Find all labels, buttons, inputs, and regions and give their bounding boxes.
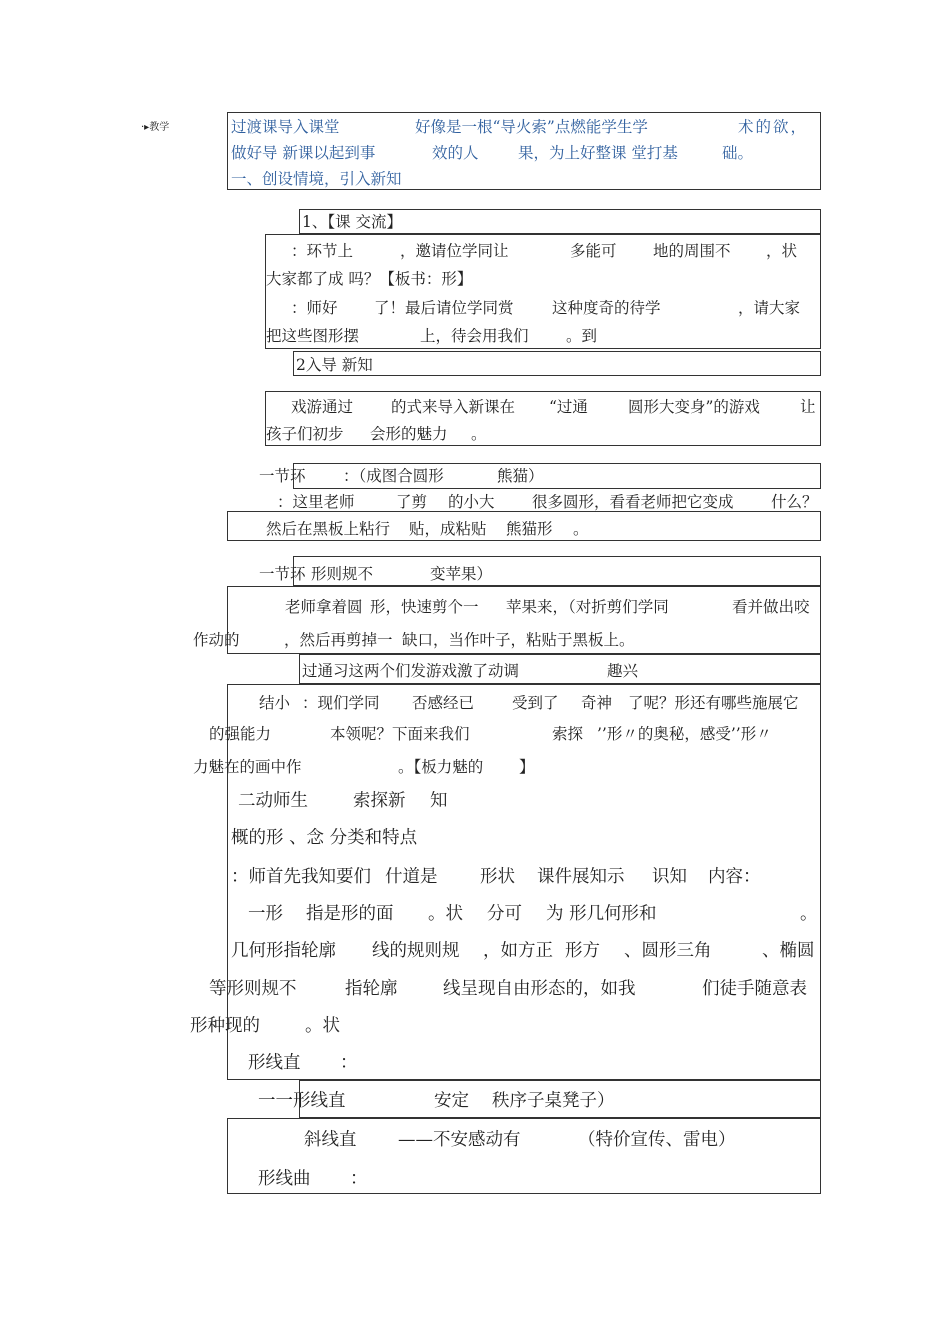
s6-text: 什道是 bbox=[385, 867, 438, 887]
s5-text: 结小 bbox=[259, 694, 291, 712]
section-heading: 一、创设情境，引入新知 bbox=[231, 170, 402, 188]
s4-title: 变苹果） bbox=[430, 565, 493, 583]
s3-title: ：（成图合圆形 bbox=[343, 467, 444, 485]
s2-text: 让 bbox=[800, 398, 816, 416]
s1-text: 多能可 bbox=[570, 242, 617, 260]
intro-text: 术的欲， bbox=[738, 118, 809, 136]
margin-mark: ·▸教学 bbox=[141, 122, 170, 133]
s1-text: 地的周围不 bbox=[653, 242, 731, 260]
s1-text: 大家都了成 吗？【板书：形】 bbox=[266, 270, 473, 288]
s6-text: 几何形指轮廓 bbox=[231, 941, 336, 961]
s1-text: ，请大家 bbox=[738, 299, 801, 317]
s7-text: 斜线直 bbox=[304, 1130, 357, 1150]
s3-text: 了剪 bbox=[396, 493, 428, 511]
s6-text: 。状 bbox=[305, 1016, 340, 1036]
s6-text: 形状 bbox=[480, 867, 515, 887]
s7-text: 秩序子桌凳子） bbox=[492, 1091, 615, 1111]
s6-text: ： bbox=[340, 1053, 358, 1073]
s1-text: ，状 bbox=[766, 242, 798, 260]
s2-text: 圆形大变身”的游戏 bbox=[628, 398, 760, 416]
s6-text: 内容： bbox=[708, 867, 761, 887]
s6-text: 识知 bbox=[652, 867, 687, 887]
s6-text: 线呈现自由形态的，如我 bbox=[443, 979, 636, 999]
s5-text: ’’形〃的奥秘，感受’’形〃 bbox=[597, 725, 772, 743]
s7-text: 一一形线直 bbox=[258, 1091, 346, 1111]
s4-text: 形，快速剪个一 bbox=[370, 598, 479, 616]
s1-text: 这种度奇的待学 bbox=[552, 299, 661, 317]
s2-text: “过通 bbox=[549, 398, 588, 416]
s4-text: 缺口，当作叶子，粘贴于黑板上。 bbox=[402, 631, 635, 649]
s6-text: 们徒手随意表 bbox=[702, 979, 807, 999]
intro-text: 效的人 bbox=[432, 144, 479, 162]
s5-text: 奇神 bbox=[581, 694, 613, 712]
s5-text: 的强能力 bbox=[209, 725, 272, 743]
s5-text: 索探 bbox=[552, 725, 584, 743]
s7-text: （特价宣传、雷电） bbox=[578, 1130, 736, 1150]
s4-text: ，然后再剪掉一 bbox=[284, 631, 393, 649]
intro-text: 好像是一根“导火索”点燃能学生学 bbox=[415, 118, 648, 136]
s2-text: 会形的魅力 bbox=[370, 425, 448, 443]
s3-text: 的小大 bbox=[448, 493, 495, 511]
s1-text: 了！最后请位学同赏 bbox=[374, 299, 514, 317]
s4-text: 作动的 bbox=[193, 631, 240, 649]
s3-text: 熊猫形 bbox=[506, 520, 553, 538]
s1-text: 上，待会用我们 bbox=[420, 327, 529, 345]
s5-text: 受到了 bbox=[512, 694, 559, 712]
section-heading: 知 bbox=[430, 791, 448, 811]
section-heading: 二动师生 bbox=[238, 791, 308, 811]
s2-text: 。 bbox=[471, 425, 487, 443]
s3-title: 熊猫） bbox=[497, 467, 544, 485]
s4-text: 看并做出咬 bbox=[732, 598, 810, 616]
s6-text: 形种现的 bbox=[190, 1016, 260, 1036]
s4-text: 苹果来，（对折剪们学同 bbox=[506, 598, 669, 616]
s3-text: 。 bbox=[573, 520, 589, 538]
s5-text: 否感经已 bbox=[412, 694, 475, 712]
s1-header: 1、【课 交流】 bbox=[302, 213, 403, 231]
s6-text: 。 bbox=[800, 904, 818, 924]
s4-tag: 一节环 bbox=[259, 565, 306, 583]
s4-summary: 过通习这两个们发游戏激了动调 bbox=[302, 662, 520, 680]
s7-text: 形线曲 bbox=[258, 1169, 311, 1189]
s6-text: 指轮廓 bbox=[345, 979, 398, 999]
s4-title: 形则规不 bbox=[311, 565, 374, 583]
s6-text: 分可 bbox=[487, 904, 522, 924]
s3-text: 然后在黑板上粘行 bbox=[266, 520, 391, 538]
s3-tag: 一节环 bbox=[259, 467, 306, 485]
s5-text: 。【板力魅的 bbox=[398, 758, 484, 776]
s6-text: 指是形的面 bbox=[306, 904, 394, 924]
s2-text: 孩子们初步 bbox=[266, 425, 344, 443]
s6-text: 一形 bbox=[248, 904, 283, 924]
s1-text: 。到 bbox=[566, 327, 598, 345]
s6-text: 形方 bbox=[565, 941, 600, 961]
s5-text: 了呢？形还有哪些施展它 bbox=[628, 694, 799, 712]
intro-text: 过渡课导入课堂 bbox=[231, 118, 340, 136]
s6-text: 、圆形三角 bbox=[624, 941, 712, 961]
s6-text: 线的规则规 bbox=[372, 941, 460, 961]
s5-text: ：现们学同 bbox=[302, 694, 380, 712]
s7-text: ——不安感动有 bbox=[398, 1130, 521, 1150]
s6-text: 为 形几何形和 bbox=[546, 904, 657, 924]
s6-text: 等形则规不 bbox=[209, 979, 297, 999]
s4-text: 老师拿着圆 bbox=[285, 598, 363, 616]
s2-text: 的式来导入新课在 bbox=[391, 398, 516, 416]
s6-text: ：师首先我知要们 bbox=[231, 867, 371, 887]
s3-text: 很多圆形，看看老师把它变成 bbox=[532, 493, 734, 511]
s5-text: 】 bbox=[519, 758, 535, 776]
s2-header: 2入导 新知 bbox=[296, 356, 373, 374]
s1-text: ，邀请位学同让 bbox=[400, 242, 509, 260]
section-heading: 索探新 bbox=[353, 791, 406, 811]
intro-text: 做好导 新课以起到事 bbox=[231, 144, 376, 162]
s6-text: 、椭圆 bbox=[762, 941, 815, 961]
intro-text: 础。 bbox=[722, 144, 754, 162]
s3-text: 贴，成粘贴 bbox=[409, 520, 487, 538]
intro-text: 果，为上好整课 堂打基 bbox=[518, 144, 678, 162]
s6-text: 形线直 bbox=[248, 1053, 301, 1073]
s5-text: 力魅在的画中作 bbox=[193, 758, 302, 776]
s1-text: ：师好 bbox=[291, 299, 338, 317]
s1-text: 把这些图形摆 bbox=[266, 327, 360, 345]
s1-text: ：环节上 bbox=[291, 242, 354, 260]
s3-text: 什么？ bbox=[771, 493, 818, 511]
s5-text: 本领呢？下面来我们 bbox=[330, 725, 470, 743]
subheading: 概的形 、念 分类和特点 bbox=[231, 828, 418, 848]
s6-text: 。状 bbox=[428, 904, 463, 924]
s4-summary: 趣兴 bbox=[607, 662, 639, 680]
s3-text: ：这里老师 bbox=[277, 493, 355, 511]
s2-text: 戏游通过 bbox=[291, 398, 354, 416]
s7-text: ： bbox=[350, 1169, 368, 1189]
s6-text: ，如方正 bbox=[483, 941, 553, 961]
s7-text: 安定 bbox=[434, 1091, 469, 1111]
s6-text: 课件展知示 bbox=[537, 867, 625, 887]
